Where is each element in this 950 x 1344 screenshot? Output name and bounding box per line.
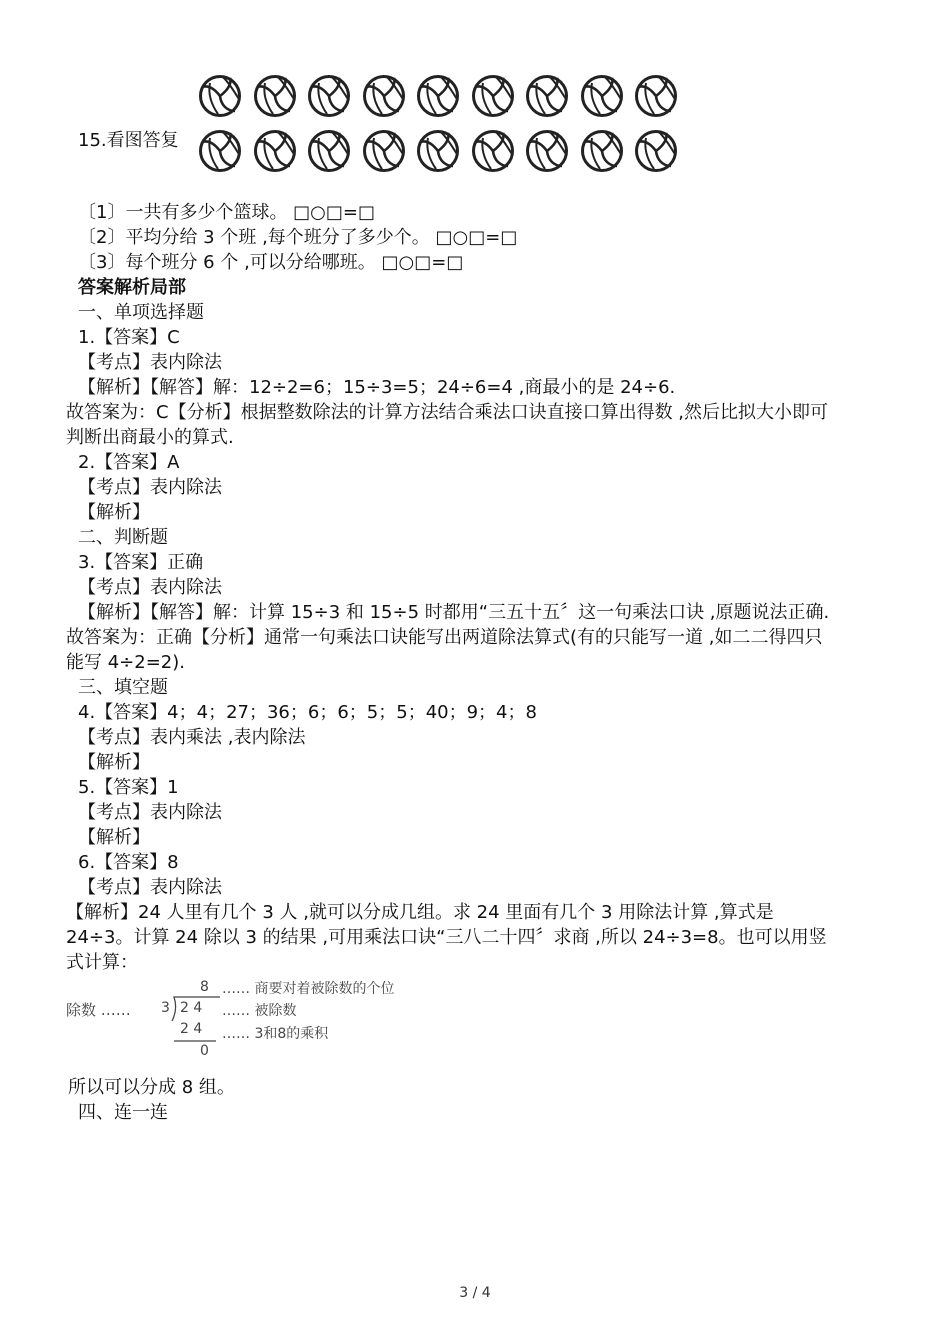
question-15-title: 15.看图答复 — [78, 130, 179, 151]
q15-item-1: 〔1〕一共有多少个篮球。 □○□=□ — [78, 202, 375, 223]
answer-line: 【考点】表内除法 — [78, 577, 222, 598]
answer-line: 【考点】表内除法 — [78, 877, 222, 898]
volleyball-icon — [362, 74, 406, 118]
long-division-figure — [66, 975, 446, 1065]
section-4-heading: 四、连一连 — [78, 1102, 168, 1123]
answer-line: 【解析】24 人里有几个 3 人 ,就可以分成几组。求 24 里面有几个 3 用除法计算 ,算式是 — [66, 902, 774, 923]
quotient: 8 — [200, 979, 209, 995]
answer-line: 【解析】 — [78, 502, 150, 523]
answer-line: 5.【答案】1 — [78, 777, 179, 798]
volleyball-icon — [580, 74, 624, 118]
volleyball-icon — [471, 74, 515, 118]
volleyball-icon — [198, 129, 242, 173]
answer-line: 【考点】表内除法 — [78, 477, 222, 498]
product: 2 4 — [180, 1021, 203, 1037]
answer-line: 【解析】【解答】解：12÷2=6；15÷3=5；24÷6=4 ,商最小的是 24÷6. — [78, 377, 676, 398]
answer-line: 故答案为：C【分析】根据整数除法的计算方法结合乘法口诀直接口算出得数 ,然后比拟大小即可 — [66, 402, 829, 423]
volleyball-icon — [471, 129, 515, 173]
answer-line: 【解析】 — [78, 752, 150, 773]
answers-heading: 答案解析局部 — [78, 277, 186, 298]
volleyball-icon — [307, 129, 351, 173]
volleyball-illustration — [198, 74, 688, 182]
dividend: 2 4 — [180, 1000, 203, 1016]
answer-line: 1.【答案】C — [78, 327, 180, 348]
volleyball-icon — [634, 129, 678, 173]
answer-line: 6.【答案】8 — [78, 852, 179, 873]
page-number: 3 / 4 — [459, 1285, 491, 1301]
answer-line: 【考点】表内除法 — [78, 802, 222, 823]
answer-line: 4.【答案】4；4；27；36；6；6；5；5；40；9；4；8 — [78, 702, 537, 723]
volleyball-icon — [580, 129, 624, 173]
answer-line: 能写 4÷2=2). — [66, 652, 185, 673]
answer-line: 故答案为：正确【分析】通常一句乘法口诀能写出两道除法算式(有的只能写一道 ,如二二得四只 — [66, 627, 823, 648]
volleyball-icon — [634, 74, 678, 118]
product-note: …… 3和8的乘积 — [222, 1026, 329, 1042]
answer-line: 一、单项选择题 — [78, 302, 204, 323]
volleyball-icon — [362, 129, 406, 173]
subtraction-line — [174, 1039, 224, 1043]
dividend-note: …… 被除数 — [222, 1003, 297, 1019]
answer-line: 【考点】表内除法 — [78, 352, 222, 373]
answer-line: 2.【答案】A — [78, 452, 180, 473]
answer-line: 式计算： — [66, 952, 138, 973]
answer-line: 三、填空题 — [78, 677, 168, 698]
conclusion: 所以可以分成 8 组。 — [68, 1077, 235, 1098]
volleyball-icon — [525, 129, 569, 173]
volleyball-icon — [253, 74, 297, 118]
q15-item-2: 〔2〕平均分给 3 个班 ,每个班分了多少个。 □○□=□ — [78, 227, 518, 248]
volleyball-icon — [416, 74, 460, 118]
answer-line: 【解析】【解答】解：计算 15÷3 和 15÷5 时都用“三五十五〞这一句乘法口诀 ,原题说法正确. — [78, 602, 830, 623]
volleyball-icon — [525, 74, 569, 118]
volleyball-icon — [253, 129, 297, 173]
volleyball-icon — [416, 129, 460, 173]
volleyball-icon — [307, 74, 351, 118]
quotient-note: …… 商要对着被除数的个位 — [222, 981, 395, 997]
answer-line: 判断出商最小的算式. — [66, 427, 234, 448]
divisor-label: 除数 …… — [66, 1001, 131, 1019]
q15-item-3: 〔3〕每个班分 6 个 ,可以分给哪班。 □○□=□ — [78, 252, 464, 273]
answer-line: 【考点】表内乘法 ,表内除法 — [78, 727, 306, 748]
volleyball-icon — [198, 74, 242, 118]
answer-line: 【解析】 — [78, 827, 150, 848]
answer-line: 3.【答案】正确 — [78, 552, 204, 573]
answer-line: 24÷3。计算 24 除以 3 的结果 ,可用乘法口诀“三八二十四〞求商 ,所以 24÷3=8。也可以用竖 — [66, 927, 827, 948]
remainder: 0 — [200, 1043, 209, 1059]
answer-line: 二、判断题 — [78, 527, 168, 548]
divisor: 3 — [161, 1000, 170, 1016]
